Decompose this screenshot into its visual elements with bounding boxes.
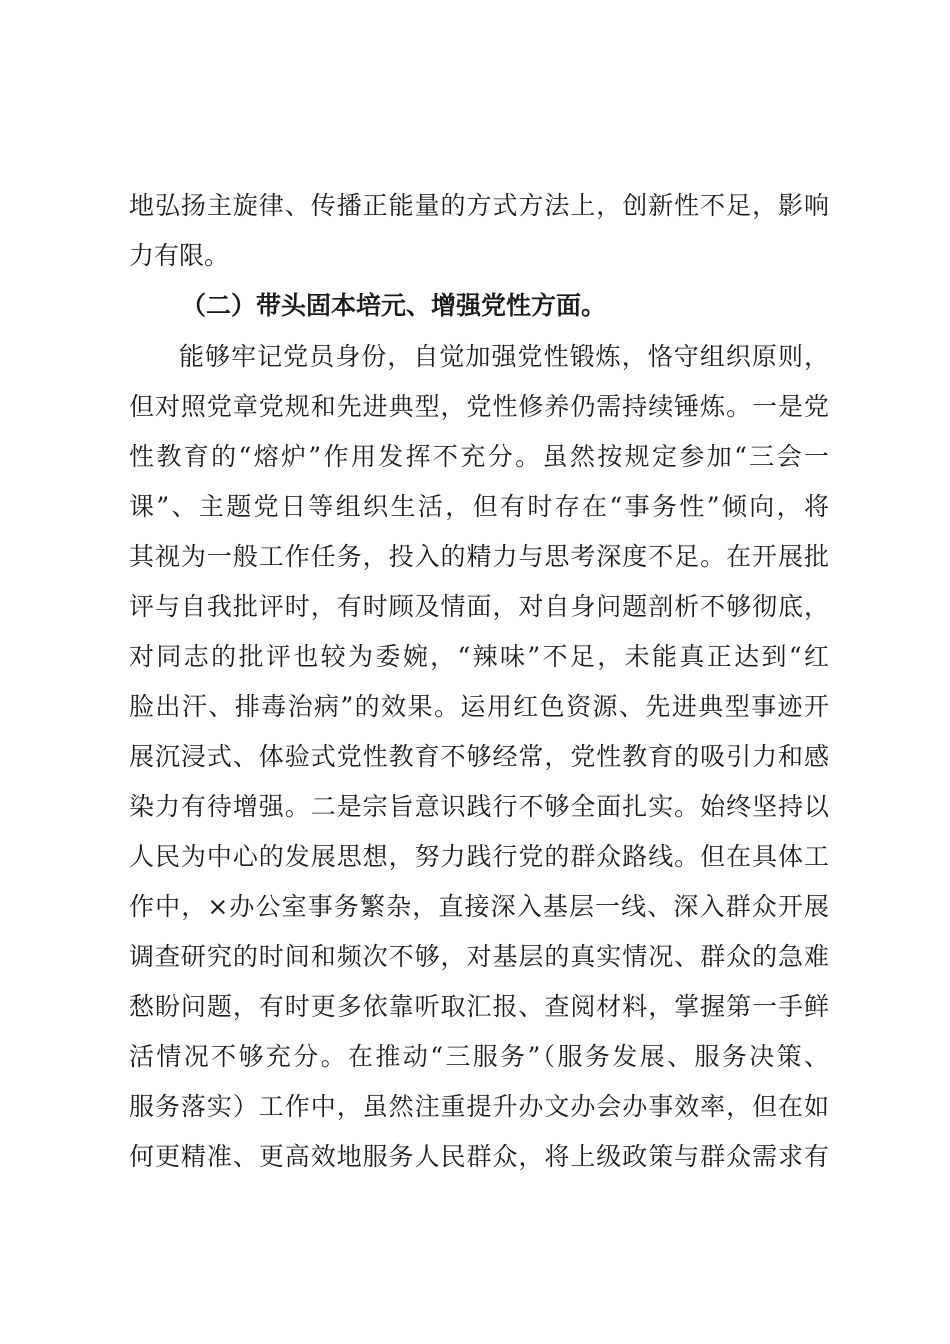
body-text-line: 对同志的批评也较为委婉，“辣味”不足，未能真正达到“红 [129, 642, 829, 671]
body-text-line: 人民为中心的发展思想，努力践行党的群众路线。但在具体工 [129, 842, 829, 871]
body-text-line: 力有限。 [129, 241, 230, 270]
body-text-line: 评与自我批评时，有时顾及情面，对自身问题剖析不够彻底， [129, 592, 829, 621]
section-heading: （二）带头固本培元、增强党性方面。 [181, 291, 607, 320]
body-text-line: 脸出汗、排毒治病”的效果。运用红色资源、先进典型事迹开 [129, 692, 829, 721]
body-text-line: 作中，×办公室事务繁杂，直接深入基层一线、深入群众开展 [129, 892, 829, 921]
body-text-line: 服务落实）工作中，虽然注重提升办文办会办事效率，但在如 [129, 1092, 829, 1121]
body-text-line: 地弘扬主旋律、传播正能量的方式方法上，创新性不足，影响 [129, 191, 829, 220]
body-text-line: 愁盼问题，有时更多依靠听取汇报、查阅材料，掌握第一手鲜 [129, 992, 829, 1021]
body-text-line: 但对照党章党规和先进典型，党性修养仍需持续锤炼。一是党 [129, 392, 829, 421]
body-text-line: 染力有待增强。二是宗旨意识践行不够全面扎实。始终坚持以 [129, 792, 829, 821]
body-text-line: 调查研究的时间和频次不够，对基层的真实情况、群众的急难 [129, 942, 829, 971]
body-text-line: 课”、主题党日等组织生活，但有时存在“事务性”倾向，将 [129, 492, 829, 521]
body-text-line: 活情况不够充分。在推动“三服务”（服务发展、服务决策、 [129, 1042, 829, 1071]
body-text-line: 何更精准、更高效地服务人民群众，将上级政策与群众需求有 [129, 1142, 829, 1171]
body-text-line: 展沉浸式、体验式党性教育不够经常，党性教育的吸引力和感 [129, 742, 829, 771]
body-text-line: 性教育的“熔炉”作用发挥不充分。虽然按规定参加“三会一 [129, 442, 829, 471]
body-text-line: 其视为一般工作任务，投入的精力与思考深度不足。在开展批 [129, 542, 829, 571]
paragraph-first-line: 能够牢记党员身份，自觉加强党性锻炼，恪守组织原则， [179, 342, 829, 371]
